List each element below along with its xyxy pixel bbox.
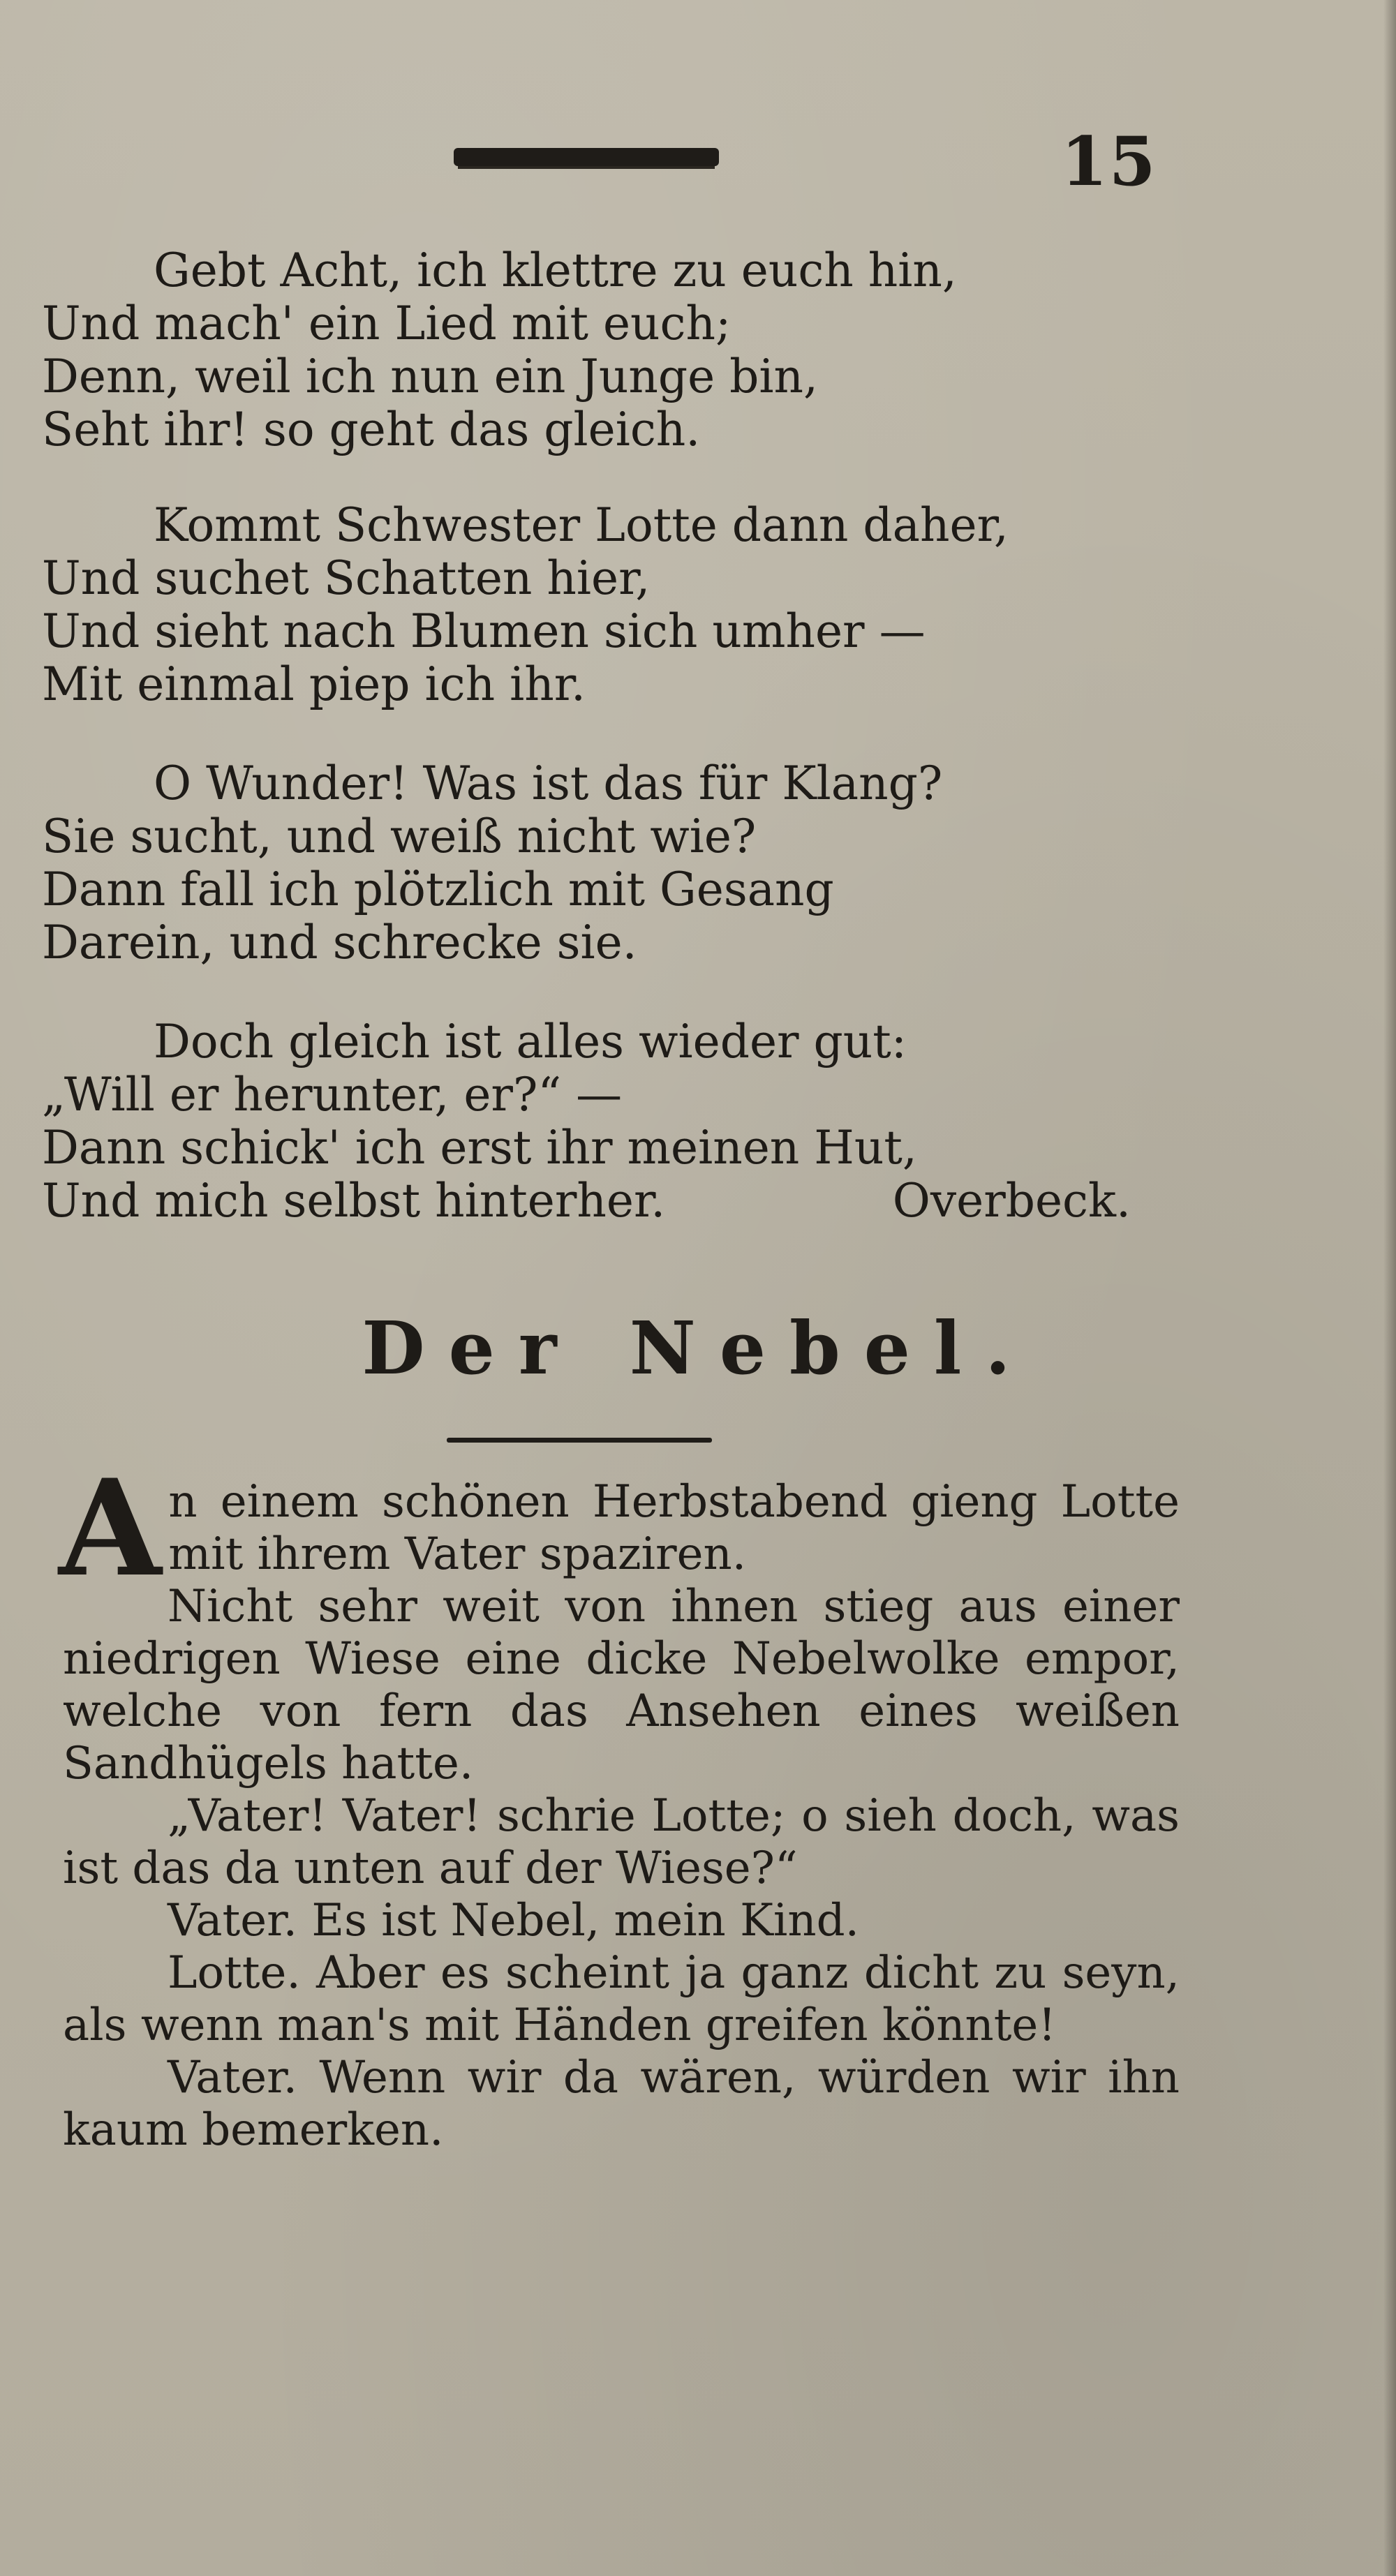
last-line-row: [42, 1175, 1131, 1228]
verse-line: „Will er herunter, er?“ —: [42, 1068, 623, 1122]
paragraph-1: [59, 1450, 1180, 1606]
poem-stanza-1: [42, 244, 1131, 456]
header-rule: [454, 148, 719, 166]
paragraph-6: Vater. Wenn wir da wären, würden wir ihn kaum bemerken.: [63, 2052, 1180, 2156]
paragraph-4: Vater. Es ist Nebel, mein Kind.: [168, 1895, 859, 1946]
paragraph-text: n einem schönen Herbstabend gieng Lotte mit ihrem Vater spaziren.: [168, 1476, 1180, 1580]
verse-line: Sie sucht, und weiß nicht wie?: [42, 810, 757, 863]
paragraph-2: Nicht sehr weit von ihnen stieg aus einer niedrigen Wiese eine dicke Nebelwolke empor, welche von fern das Ansehen eines weißen Sandhügels hatte.: [63, 1581, 1180, 1789]
paragraph-3: „Vater! Vater! schrie Lotte; o sieh doch, was ist das da unten auf der Wiese?“: [63, 1790, 1180, 1894]
verse-line: O Wunder! Was ist das für Klang?: [154, 757, 943, 810]
drop-cap: A: [59, 1450, 162, 1606]
verse-line: Darein, und schrecke sie.: [42, 916, 637, 969]
verse-line: Mit einmal piep ich ihr.: [42, 657, 586, 711]
verse-line: Und suchet Schatten hier,: [42, 551, 651, 605]
poem-stanza-3: [42, 757, 1131, 969]
verse-line: Und sieht nach Blumen sich umher —: [42, 604, 926, 658]
verse-line: Kommt Schwester Lotte dann daher,: [154, 498, 1009, 552]
verse-line: Dann schick' ich erst ihr meinen Hut,: [42, 1121, 917, 1175]
verse-line: Und mich selbst hinterher.: [42, 1174, 666, 1228]
title-rule: [447, 1438, 712, 1443]
verse-line: Und mach' ein Lied mit euch;: [42, 297, 732, 350]
prose-body: [59, 1450, 1180, 2157]
section-title: Der Nebel.: [362, 1305, 1034, 1391]
poem-author: Overbeck.: [892, 1174, 1131, 1228]
page-edge-shadow: [1383, 0, 1396, 2576]
verse-line: Doch gleich ist alles wieder gut:: [154, 1015, 907, 1069]
verse-line: Denn, weil ich nun ein Junge bin,: [42, 350, 819, 403]
verse-line: Gebt Acht, ich klettre zu euch hin,: [154, 244, 957, 297]
paragraph-5: Lotte. Aber es scheint ja ganz dicht zu seyn, als wenn man's mit Händen greifen könnte!: [63, 1947, 1180, 2051]
page-number: 15: [1061, 122, 1157, 201]
poem-stanza-2: [42, 499, 1131, 711]
verse-line: Seht ihr! so geht das gleich.: [42, 403, 701, 456]
verse-line: Dann fall ich plötzlich mit Gesang: [42, 863, 834, 916]
poem-stanza-4: [42, 1015, 1131, 1228]
